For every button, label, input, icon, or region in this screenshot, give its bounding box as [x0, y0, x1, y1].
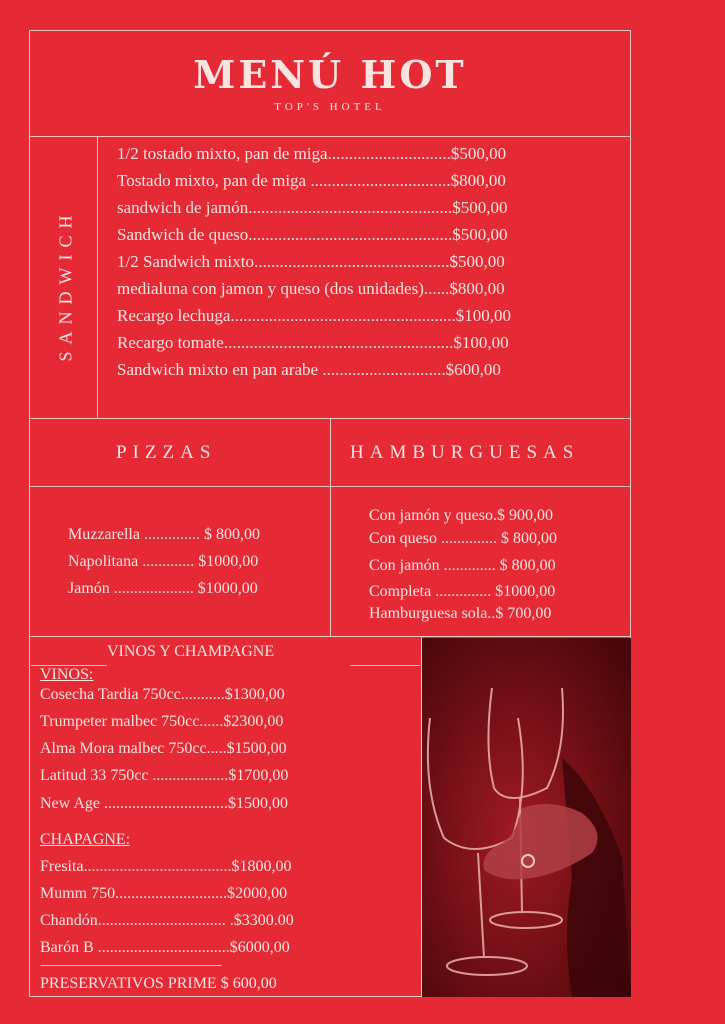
list-item: Chandón................................ .$3300.00 — [40, 912, 294, 929]
list-item: Alma Mora malbec 750cc.....$1500,00 — [40, 740, 287, 757]
list-item: medialuna con jamon y queso (dos unidades)......$800,00 — [117, 279, 505, 298]
list-item: Napolitana ............. $1000,00 — [68, 553, 259, 570]
list-item: Jamón .................... $1000,00 — [68, 580, 258, 597]
pizza-hamb-divider — [330, 418, 331, 636]
list-item: Fresita.....................................$1800,00 — [40, 858, 292, 875]
separator-line: -------------------------------------------------------------------- — [40, 959, 222, 971]
wine-glasses-photo — [422, 638, 631, 997]
list-item: Latitud 33 750cc ...................$1700,00 — [40, 767, 289, 784]
list-item: 1/2 Sandwich mixto..............................................$500,00 — [117, 252, 505, 271]
list-item: Sandwich de queso................................................$500,00 — [117, 225, 508, 244]
drinks-heading-rule-right — [350, 665, 420, 666]
list-item: Con jamón y queso.$ 900,00 — [369, 507, 553, 524]
list-item: Tostado mixto, pan de miga .................................$800,00 — [117, 171, 506, 190]
drinks-top-divider — [29, 636, 631, 637]
champagne-label: CHAPAGNE: — [40, 831, 131, 848]
drinks-heading: VINOS Y CHAMPAGNE — [107, 643, 275, 660]
vinos-label: VINOS: — [40, 666, 94, 683]
hotel-subtitle: TOP'S HOTEL — [274, 101, 386, 113]
section-heading-divider — [29, 486, 631, 487]
list-item: Con jamón ............. $ 800,00 — [369, 557, 556, 574]
list-item: Cosecha Tardia 750cc...........$1300,00 — [40, 686, 285, 703]
menu-title: MENÚ HOT — [193, 52, 467, 97]
list-item: Recargo tomate......................................................$100,00 — [117, 333, 509, 352]
list-item: Recargo lechuga.....................................................$100,00 — [117, 306, 511, 325]
list-item: Con queso .............. $ 800,00 — [369, 530, 557, 547]
pizzas-heading: PIZZAS — [116, 442, 217, 463]
list-item: New Age ...............................$1500,00 — [40, 795, 288, 812]
list-item: 1/2 tostado mixto, pan de miga.............................$500,00 — [117, 144, 507, 163]
list-item: Muzzarella .............. $ 800,00 — [68, 526, 260, 543]
list-item: PRESERVATIVOS PRIME $ 600,00 — [40, 975, 277, 992]
list-item: Barón B .................................$6000,00 — [40, 939, 290, 956]
hamburguesas-heading: HAMBURGUESAS — [350, 442, 580, 463]
list-item: Sandwich mixto en pan arabe .............................$600,00 — [117, 360, 501, 379]
sandwich-vertical-divider — [97, 136, 98, 418]
list-item: sandwich de jamón................................................$500,00 — [117, 198, 508, 217]
list-item: Mumm 750............................$2000,00 — [40, 885, 288, 902]
sandwich-heading: SANDWICH — [55, 208, 76, 362]
list-item: Trumpeter malbec 750cc......$2300,00 — [40, 713, 284, 730]
list-item: Completa .............. $1000,00 — [369, 583, 556, 600]
list-item: Hamburguesa sola..$ 700,00 — [369, 605, 552, 622]
frame-left — [29, 30, 30, 996]
header-divider — [29, 136, 631, 137]
frame-top — [29, 30, 631, 31]
